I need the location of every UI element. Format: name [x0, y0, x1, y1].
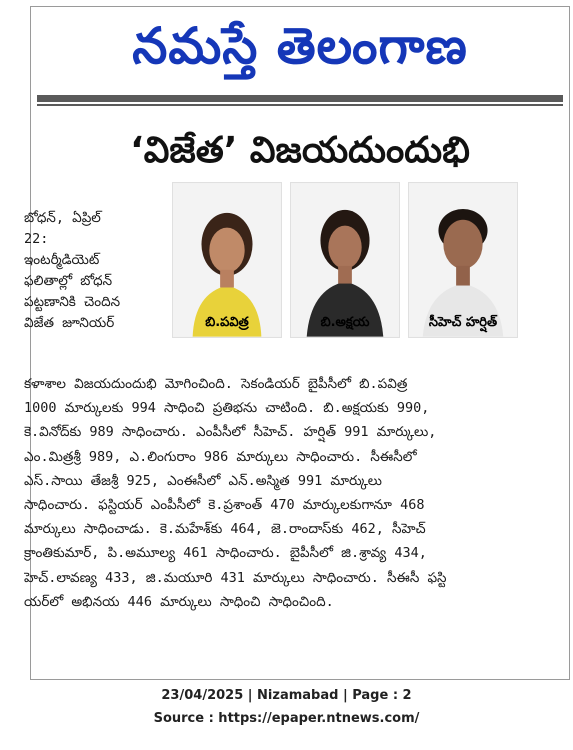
intro-line: ఫలితాల్లో బోధన్: [24, 273, 113, 289]
student-portrait-image: [173, 183, 281, 337]
body-line: ఎస్.సాయి తేజశ్రీ 925, ఎంఈసీలో ఎన్.అస్మిత 991 మార్కులు: [24, 472, 382, 489]
intro-column: [24, 208, 172, 334]
masthead-rule-thin: [37, 104, 563, 106]
student-photo: [172, 182, 282, 338]
body-line: కళాశాల విజయదుందుభి మోగించింది. సెకండియర్ బైపీసీలో బి.పవిత్ర: [24, 376, 408, 392]
body-line: యర్‌లో అభినయ 446 మార్కులు సాధించి సాధించింది.: [24, 593, 334, 610]
footer-source-link[interactable]: Source : https://epaper.ntnews.com/: [153, 711, 420, 726]
intro-line: విజేత జూనియర్: [24, 315, 115, 331]
intro-line: పట్టణానికి చెందిన: [24, 294, 121, 310]
article-body: [24, 372, 534, 614]
student-portrait-image: [409, 183, 517, 337]
body-line: ఎం.మిత్రశ్రీ 989, ఎ.లింగురాం 986 మార్కులు సాధించారు. సీఈసీలో: [24, 448, 417, 465]
body-line: కె.వినోద్‌కు 989 సాధించారు. ఎంపీసీలో సీహెచ్. హర్షిత్ 991 మార్కులు,: [24, 424, 437, 441]
photo-caption: సీహెచ్ హర్షిత్: [428, 315, 498, 330]
body-line: మార్కులు సాధించాడు. కె.మహేశ్‌కు 464, జె.రాందాస్‌కు 462, సీహెచ్: [24, 521, 426, 538]
intro-line: 22:: [24, 231, 49, 247]
body-line: సాధించారు. ఫస్టియర్ ఎంపీసీలో కె.ప్రశాంత్ 470 మార్కులకుగానూ 468: [24, 497, 425, 514]
footer-date-edition: 23/04/2025 | Nizamabad | Page : 2: [161, 688, 412, 703]
student-photos: [172, 182, 518, 338]
body-line: 1000 మార్కులకు 994 సాధించి ప్రతిభను చాటింది. బి.అక్షయకు 990,: [24, 400, 430, 417]
intro-line: ఇంటర్మీడియెట్: [24, 252, 100, 268]
newspaper-masthead: నమస్తే తెలంగాణ: [132, 17, 468, 75]
body-line: హెచ్.లావణ్య 433, జి.మయూరి 431 మార్కులు సాధించారు. సీఈసీ ఫస్టి: [24, 569, 447, 586]
article-headline: ‘విజేత’ విజయదుందుభి: [130, 130, 470, 171]
intro-line: బోధన్, ఏప్రిల్: [24, 210, 101, 226]
student-photo: [408, 182, 518, 338]
photo-caption: బి.పవిత్ర: [205, 315, 249, 330]
masthead-rule: [37, 95, 563, 102]
body-line: క్రాంతికుమార్, పి.అమూల్య 461 సాధించారు. బైపీసీలో జి.శ్రావ్య 434,: [24, 545, 427, 562]
student-portrait-image: [291, 183, 399, 337]
student-photo: [290, 182, 400, 338]
photo-caption: బి.అక్షయ: [320, 315, 370, 330]
